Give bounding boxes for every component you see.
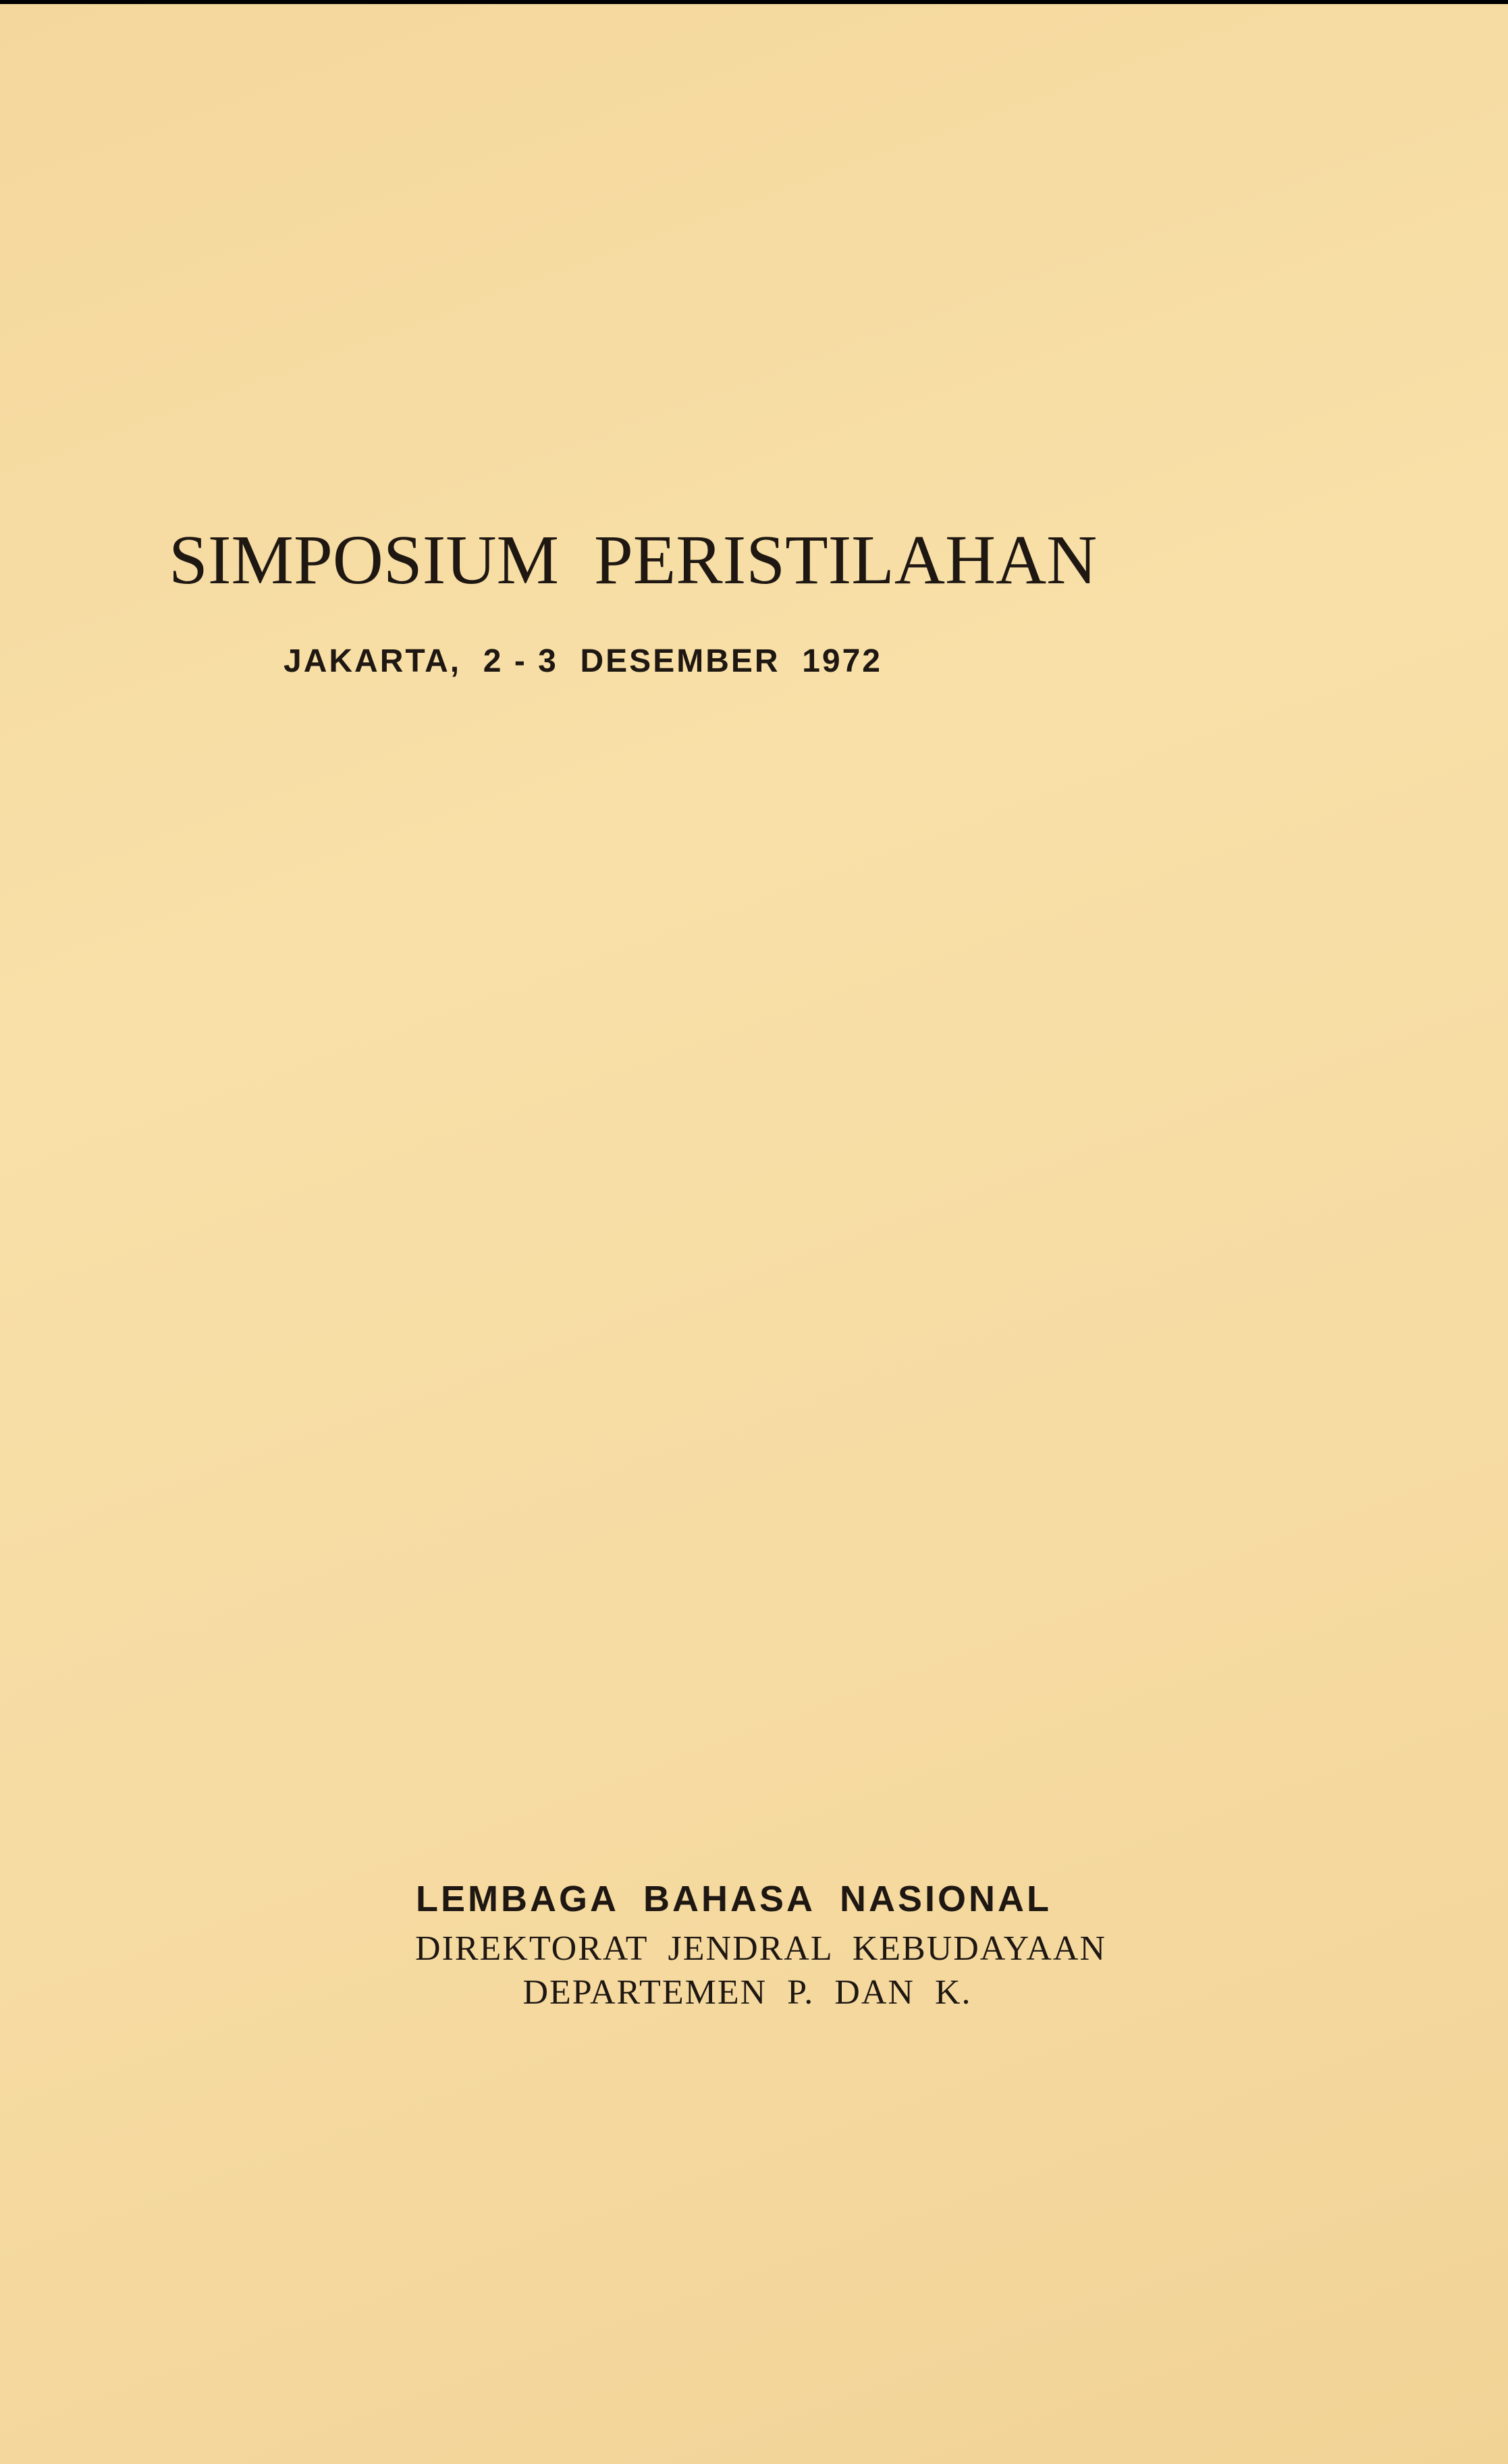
publisher-directorate: DIREKTORAT JENDRAL KEBUDAYAAN	[414, 1929, 1107, 1968]
scan-top-edge	[0, 0, 1508, 4]
page-title: SIMPOSIUM PERISTILAHAN	[169, 521, 1098, 599]
publisher-department: DEPARTEMEN P. DAN K.	[522, 1973, 972, 2012]
publisher-name: LEMBAGA BAHASA NASIONAL	[416, 1879, 1052, 1919]
event-place-date: JAKARTA, 2 - 3 DESEMBER 1972	[284, 643, 882, 679]
